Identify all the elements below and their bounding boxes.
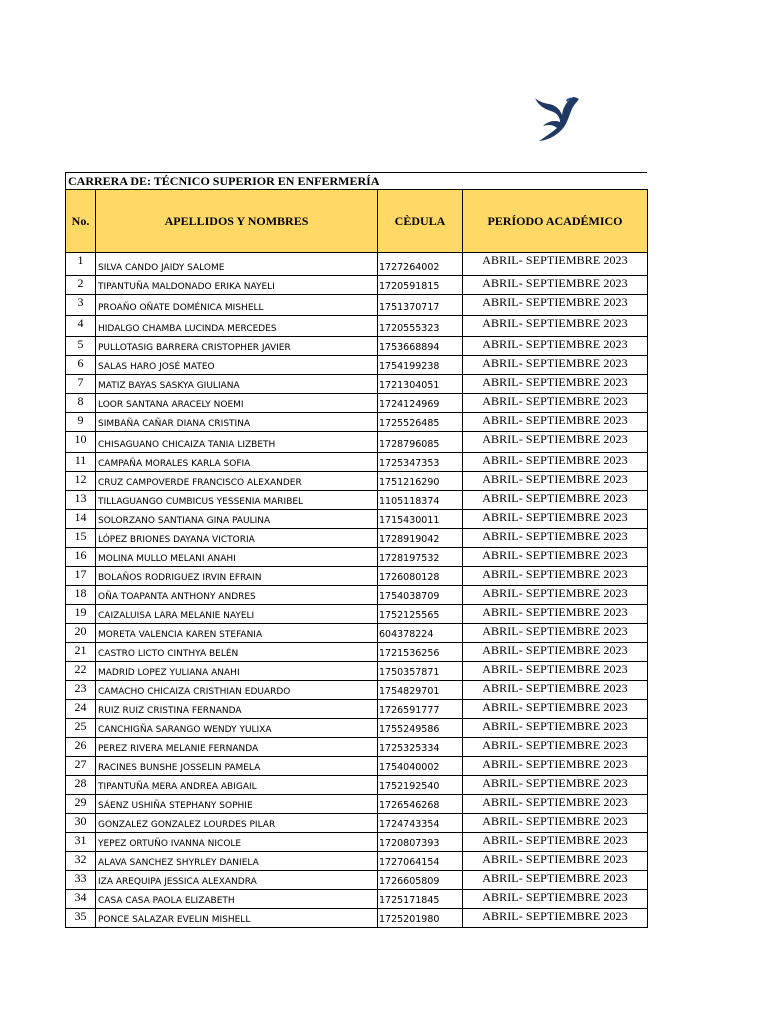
student-name: CASA CASA PAOLA ELIZABETH [96,890,378,909]
academic-period: ABRIL- SEPTIEMBRE 2023 [463,795,648,814]
academic-period: ABRIL- SEPTIEMBRE 2023 [463,700,648,719]
student-id: 1751370717 [378,295,463,316]
row-number: 30 [66,814,96,833]
student-id: 1725201980 [378,909,463,928]
table-row [66,586,648,605]
row-number: 27 [66,757,96,776]
student-name: SÁENZ USHIÑA STEPHANY SOPHIE [96,795,378,814]
student-id: 1726591777 [378,700,463,719]
student-id: 1727064154 [378,852,463,871]
academic-period: ABRIL- SEPTIEMBRE 2023 [463,586,648,605]
student-name: MADRID LOPEZ YULIANA ANAHI [96,662,378,681]
academic-period: ABRIL- SEPTIEMBRE 2023 [463,605,648,624]
student-table [65,189,648,928]
table-row [66,567,648,586]
row-number: 11 [66,453,96,472]
row-number: 5 [66,337,96,356]
student-name: IZA AREQUIPA JESSICA ALEXANDRA [96,871,378,890]
table-row [66,909,648,928]
row-number: 19 [66,605,96,624]
student-name: MOLINA MULLO MELANI ANAHI [96,548,378,567]
row-number: 10 [66,432,96,453]
academic-period: ABRIL- SEPTIEMBRE 2023 [463,871,648,890]
student-id: 1720807393 [378,833,463,852]
student-name: CASTRO LICTO CINTHYA BELÉN [96,643,378,662]
row-number: 3 [66,295,96,316]
student-name: SILVA CANDO JAIDY SALOME [96,253,378,276]
row-number: 35 [66,909,96,928]
table-row [66,890,648,909]
row-number: 21 [66,643,96,662]
table-row [66,413,648,432]
academic-period: ABRIL- SEPTIEMBRE 2023 [463,624,648,643]
row-number: 25 [66,719,96,738]
bird-logo-icon [533,95,579,145]
row-number: 13 [66,491,96,510]
table-row [66,316,648,337]
student-id: 1720555323 [378,316,463,337]
table-row [66,852,648,871]
table-row [66,662,648,681]
academic-period: ABRIL- SEPTIEMBRE 2023 [463,548,648,567]
student-id: 1725526485 [378,413,463,432]
row-number: 9 [66,413,96,432]
row-number: 16 [66,548,96,567]
row-number: 33 [66,871,96,890]
student-name: HIDALGO CHAMBA LUCINDA MERCEDES [96,316,378,337]
student-name: LÓPEZ BRIONES DAYANA VICTORIA [96,529,378,548]
table-row [66,643,648,662]
student-id: 1725347353 [378,453,463,472]
student-id: 1720591815 [378,276,463,295]
academic-period: ABRIL- SEPTIEMBRE 2023 [463,491,648,510]
student-name: TILLAGUANGO CUMBICUS YESSENIA MARIBEL [96,491,378,510]
academic-period: ABRIL- SEPTIEMBRE 2023 [463,413,648,432]
academic-period: ABRIL- SEPTIEMBRE 2023 [463,432,648,453]
academic-period: ABRIL- SEPTIEMBRE 2023 [463,890,648,909]
table-row [66,337,648,356]
student-id: 1728796085 [378,432,463,453]
row-number: 12 [66,472,96,491]
row-number: 4 [66,316,96,337]
student-id: 1715430011 [378,510,463,529]
student-id: 1726605809 [378,871,463,890]
student-name: MORETA VALENCIA KAREN STEFANIA [96,624,378,643]
table-row [66,276,648,295]
row-number: 29 [66,795,96,814]
student-name: SIMBAÑA CAÑAR DIANA CRISTINA [96,413,378,432]
table-row [66,529,648,548]
student-id: 1726080128 [378,567,463,586]
row-number: 1 [66,253,96,276]
student-name: OÑA TOAPANTA ANTHONY ANDRES [96,586,378,605]
header-period: PERÍODO ACADÉMICO [463,190,648,253]
student-id: 1105118374 [378,491,463,510]
academic-period: ABRIL- SEPTIEMBRE 2023 [463,909,648,928]
student-name: PULLOTASIG BARRERA CRISTOPHER JAVIER [96,337,378,356]
table-row [66,295,648,316]
academic-period: ABRIL- SEPTIEMBRE 2023 [463,337,648,356]
student-id: 1754829701 [378,681,463,700]
table-row [66,776,648,795]
table-row [66,738,648,757]
academic-period: ABRIL- SEPTIEMBRE 2023 [463,681,648,700]
row-number: 23 [66,681,96,700]
row-number: 28 [66,776,96,795]
student-id: 1721536256 [378,643,463,662]
student-name: RACINES BUNSHE JOSSELIN PAMELA [96,757,378,776]
academic-period: ABRIL- SEPTIEMBRE 2023 [463,316,648,337]
student-id: 1753668894 [378,337,463,356]
student-id: 1727264002 [378,253,463,276]
student-name: CAMPAÑA MORALES KARLA SOFIA [96,453,378,472]
header-name: APELLIDOS Y NOMBRES [96,190,378,253]
row-number: 15 [66,529,96,548]
table-row [66,833,648,852]
row-number: 2 [66,276,96,295]
table-row [66,814,648,833]
table-row [66,375,648,394]
header-id: CÈDULA [378,190,463,253]
student-id: 1726546268 [378,795,463,814]
student-name: BOLAÑOS RODRIGUEZ IRVIN EFRAIN [96,567,378,586]
student-name: CAMACHO CHICAIZA CRISTHIAN EDUARDO [96,681,378,700]
table-row [66,510,648,529]
student-name: CRUZ CAMPOVERDE FRANCISCO ALEXANDER [96,472,378,491]
table-row [66,432,648,453]
student-id: 1724743354 [378,814,463,833]
academic-period: ABRIL- SEPTIEMBRE 2023 [463,253,648,276]
table-row [66,700,648,719]
academic-period: ABRIL- SEPTIEMBRE 2023 [463,375,648,394]
table-row [66,681,648,700]
student-id: 1755249586 [378,719,463,738]
row-number: 31 [66,833,96,852]
student-id: 1751216290 [378,472,463,491]
row-number: 20 [66,624,96,643]
student-name: TIPANTUÑA MALDONADO ERIKA NAYELI [96,276,378,295]
student-name: SALAS HARO JOSÉ MATEO [96,356,378,375]
academic-period: ABRIL- SEPTIEMBRE 2023 [463,529,648,548]
table-row [66,871,648,890]
student-name: ALAVA SANCHEZ SHYRLEY DANIELA [96,852,378,871]
row-number: 6 [66,356,96,375]
student-name: SOLORZANO SANTIANA GINA PAULINA [96,510,378,529]
row-number: 7 [66,375,96,394]
student-id: 1724124969 [378,394,463,413]
row-number: 17 [66,567,96,586]
academic-period: ABRIL- SEPTIEMBRE 2023 [463,394,648,413]
academic-period: ABRIL- SEPTIEMBRE 2023 [463,567,648,586]
student-name: TIPANTUÑA MERA ANDREA ABIGAIL [96,776,378,795]
academic-period: ABRIL- SEPTIEMBRE 2023 [463,738,648,757]
row-number: 18 [66,586,96,605]
student-id: 1752125565 [378,605,463,624]
academic-period: ABRIL- SEPTIEMBRE 2023 [463,276,648,295]
academic-period: ABRIL- SEPTIEMBRE 2023 [463,510,648,529]
student-name: LOOR SANTANA ARACELY NOEMI [96,394,378,413]
student-name: PONCE SALAZAR EVELIN MISHELL [96,909,378,928]
academic-period: ABRIL- SEPTIEMBRE 2023 [463,833,648,852]
student-id: 1754199238 [378,356,463,375]
academic-period: ABRIL- SEPTIEMBRE 2023 [463,453,648,472]
academic-period: ABRIL- SEPTIEMBRE 2023 [463,643,648,662]
table-row [66,453,648,472]
academic-period: ABRIL- SEPTIEMBRE 2023 [463,295,648,316]
student-id: 1728197532 [378,548,463,567]
table-row [66,356,648,375]
table-row [66,491,648,510]
row-number: 24 [66,700,96,719]
student-name: CAIZALUISA LARA MELANIE NAYELI [96,605,378,624]
table-row [66,795,648,814]
career-title: CARRERA DE: TÉCNICO SUPERIOR EN ENFERMERÍA [65,172,647,189]
table-row [66,394,648,413]
table-row [66,719,648,738]
academic-period: ABRIL- SEPTIEMBRE 2023 [463,852,648,871]
student-id: 1728919042 [378,529,463,548]
student-name: CHISAGUANO CHICAIZA TANIA LIZBETH [96,432,378,453]
student-id: 1721304051 [378,375,463,394]
academic-period: ABRIL- SEPTIEMBRE 2023 [463,719,648,738]
academic-period: ABRIL- SEPTIEMBRE 2023 [463,757,648,776]
row-number: 14 [66,510,96,529]
student-name: GONZALEZ GONZALEZ LOURDES PILAR [96,814,378,833]
table-row [66,757,648,776]
table-row [66,253,648,276]
student-id: 1754040002 [378,757,463,776]
academic-period: ABRIL- SEPTIEMBRE 2023 [463,472,648,491]
student-name: CANCHIGÑA SARANGO WENDY YULIXA [96,719,378,738]
row-number: 8 [66,394,96,413]
academic-period: ABRIL- SEPTIEMBRE 2023 [463,814,648,833]
table-row [66,472,648,491]
academic-period: ABRIL- SEPTIEMBRE 2023 [463,662,648,681]
student-id: 1752192540 [378,776,463,795]
student-name: PEREZ RIVERA MELANIE FERNANDA [96,738,378,757]
table-row [66,624,648,643]
table-row [66,605,648,624]
row-number: 32 [66,852,96,871]
student-id: 604378224 [378,624,463,643]
row-number: 34 [66,890,96,909]
table-row [66,548,648,567]
academic-period: ABRIL- SEPTIEMBRE 2023 [463,776,648,795]
student-id: 1725325334 [378,738,463,757]
student-name: RUIZ RUIZ CRISTINA FERNANDA [96,700,378,719]
academic-period: ABRIL- SEPTIEMBRE 2023 [463,356,648,375]
student-name: PROAÑO OÑATE DOMÉNICA MISHELL [96,295,378,316]
row-number: 22 [66,662,96,681]
student-id: 1750357871 [378,662,463,681]
student-id: 1725171845 [378,890,463,909]
student-name: YEPEZ ORTUÑO IVANNA NICOLE [96,833,378,852]
row-number: 26 [66,738,96,757]
student-name: MATIZ BAYAS SASKYA GIULIANA [96,375,378,394]
student-id: 1754038709 [378,586,463,605]
header-no: No. [66,190,96,253]
